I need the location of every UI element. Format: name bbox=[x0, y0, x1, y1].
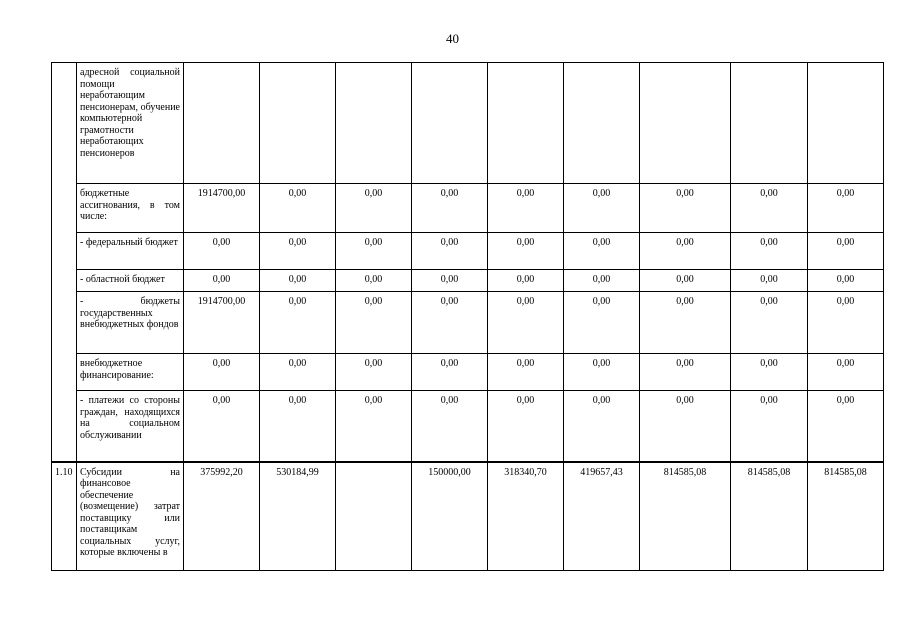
value-cell bbox=[184, 63, 260, 184]
value-cell: 0,00 bbox=[412, 354, 488, 391]
value-cell: 0,00 bbox=[488, 292, 564, 354]
value-cell: 318340,70 bbox=[488, 462, 564, 571]
table-row bbox=[52, 391, 884, 462]
value-cell: 0,00 bbox=[488, 391, 564, 462]
value-cell: 0,00 bbox=[184, 270, 260, 292]
value-cell: 0,00 bbox=[564, 184, 640, 233]
table-row bbox=[52, 270, 884, 292]
row-label-cell: бюджетные ассигнования, в том числе: bbox=[77, 184, 184, 233]
value-cell bbox=[564, 63, 640, 184]
table-body bbox=[52, 63, 884, 571]
row-label-cell: - платежи со стороны граждан, находящихся на социальном обслуживании bbox=[77, 391, 184, 462]
value-cell: 0,00 bbox=[184, 391, 260, 462]
row-label-cell: адресной социальной помощи неработающим пенсионерам, обучение компьютерной грамотности неработающих пенсионеров bbox=[77, 63, 184, 184]
table-row bbox=[52, 462, 884, 571]
value-cell: 0,00 bbox=[336, 354, 412, 391]
row-label-cell: - бюджеты государственных внебюджетных фондов bbox=[77, 292, 184, 354]
table-row bbox=[52, 63, 884, 184]
value-cell: 0,00 bbox=[731, 270, 808, 292]
value-cell: 0,00 bbox=[336, 184, 412, 233]
value-cell: 0,00 bbox=[336, 391, 412, 462]
value-cell: 0,00 bbox=[640, 233, 731, 270]
row-index-cell bbox=[52, 63, 77, 462]
row-label-cell: - федеральный бюджет bbox=[77, 233, 184, 270]
value-cell: 0,00 bbox=[731, 184, 808, 233]
value-cell: 0,00 bbox=[640, 292, 731, 354]
value-cell bbox=[640, 63, 731, 184]
value-cell: 375992,20 bbox=[184, 462, 260, 571]
value-cell: 0,00 bbox=[260, 292, 336, 354]
value-cell: 0,00 bbox=[336, 270, 412, 292]
value-cell: 0,00 bbox=[260, 184, 336, 233]
value-cell: 0,00 bbox=[488, 233, 564, 270]
value-cell: 0,00 bbox=[260, 391, 336, 462]
table-row bbox=[52, 184, 884, 233]
page-number: 40 bbox=[446, 31, 459, 46]
value-cell: 0,00 bbox=[412, 184, 488, 233]
value-cell bbox=[336, 462, 412, 571]
value-cell: 1914700,00 bbox=[184, 184, 260, 233]
value-cell bbox=[731, 63, 808, 184]
table-row bbox=[52, 354, 884, 391]
value-cell: 0,00 bbox=[184, 233, 260, 270]
value-cell bbox=[260, 63, 336, 184]
value-cell bbox=[336, 63, 412, 184]
value-cell bbox=[808, 63, 884, 184]
row-label-cell: Субсидии на финансовое обеспечение (возмещение) затрат поставщику или поставщикам социальных услуг, которые включены в bbox=[77, 462, 184, 571]
value-cell: 0,00 bbox=[640, 354, 731, 391]
value-cell: 0,00 bbox=[488, 184, 564, 233]
value-cell: 0,00 bbox=[808, 354, 884, 391]
value-cell bbox=[412, 63, 488, 184]
value-cell: 0,00 bbox=[564, 270, 640, 292]
value-cell: 0,00 bbox=[260, 354, 336, 391]
value-cell: 0,00 bbox=[564, 354, 640, 391]
row-index-cell: 1.10 bbox=[52, 462, 77, 571]
value-cell: 0,00 bbox=[731, 233, 808, 270]
value-cell: 0,00 bbox=[640, 270, 731, 292]
row-label-cell: - областной бюджет bbox=[77, 270, 184, 292]
value-cell: 0,00 bbox=[731, 354, 808, 391]
value-cell: 0,00 bbox=[808, 184, 884, 233]
value-cell: 814585,08 bbox=[731, 462, 808, 571]
value-cell: 0,00 bbox=[336, 233, 412, 270]
value-cell: 0,00 bbox=[564, 292, 640, 354]
value-cell: 150000,00 bbox=[412, 462, 488, 571]
value-cell: 0,00 bbox=[564, 233, 640, 270]
value-cell: 0,00 bbox=[564, 391, 640, 462]
table-row bbox=[52, 292, 884, 354]
value-cell: 0,00 bbox=[488, 354, 564, 391]
value-cell: 419657,43 bbox=[564, 462, 640, 571]
value-cell: 0,00 bbox=[640, 391, 731, 462]
value-cell: 0,00 bbox=[412, 270, 488, 292]
budget-table bbox=[51, 62, 884, 571]
table-row bbox=[52, 233, 884, 270]
value-cell: 0,00 bbox=[808, 270, 884, 292]
value-cell: 0,00 bbox=[412, 233, 488, 270]
value-cell: 0,00 bbox=[488, 270, 564, 292]
value-cell: 814585,08 bbox=[640, 462, 731, 571]
value-cell bbox=[488, 63, 564, 184]
value-cell: 814585,08 bbox=[808, 462, 884, 571]
value-cell: 0,00 bbox=[808, 292, 884, 354]
value-cell: 0,00 bbox=[731, 292, 808, 354]
value-cell: 1914700,00 bbox=[184, 292, 260, 354]
value-cell: 0,00 bbox=[731, 391, 808, 462]
value-cell: 0,00 bbox=[336, 292, 412, 354]
value-cell: 0,00 bbox=[184, 354, 260, 391]
value-cell: 0,00 bbox=[260, 270, 336, 292]
value-cell: 0,00 bbox=[640, 184, 731, 233]
value-cell: 0,00 bbox=[260, 233, 336, 270]
value-cell: 530184,99 bbox=[260, 462, 336, 571]
row-label-cell: внебюджетное финансирование: bbox=[77, 354, 184, 391]
value-cell: 0,00 bbox=[808, 233, 884, 270]
value-cell: 0,00 bbox=[808, 391, 884, 462]
value-cell: 0,00 bbox=[412, 292, 488, 354]
value-cell: 0,00 bbox=[412, 391, 488, 462]
